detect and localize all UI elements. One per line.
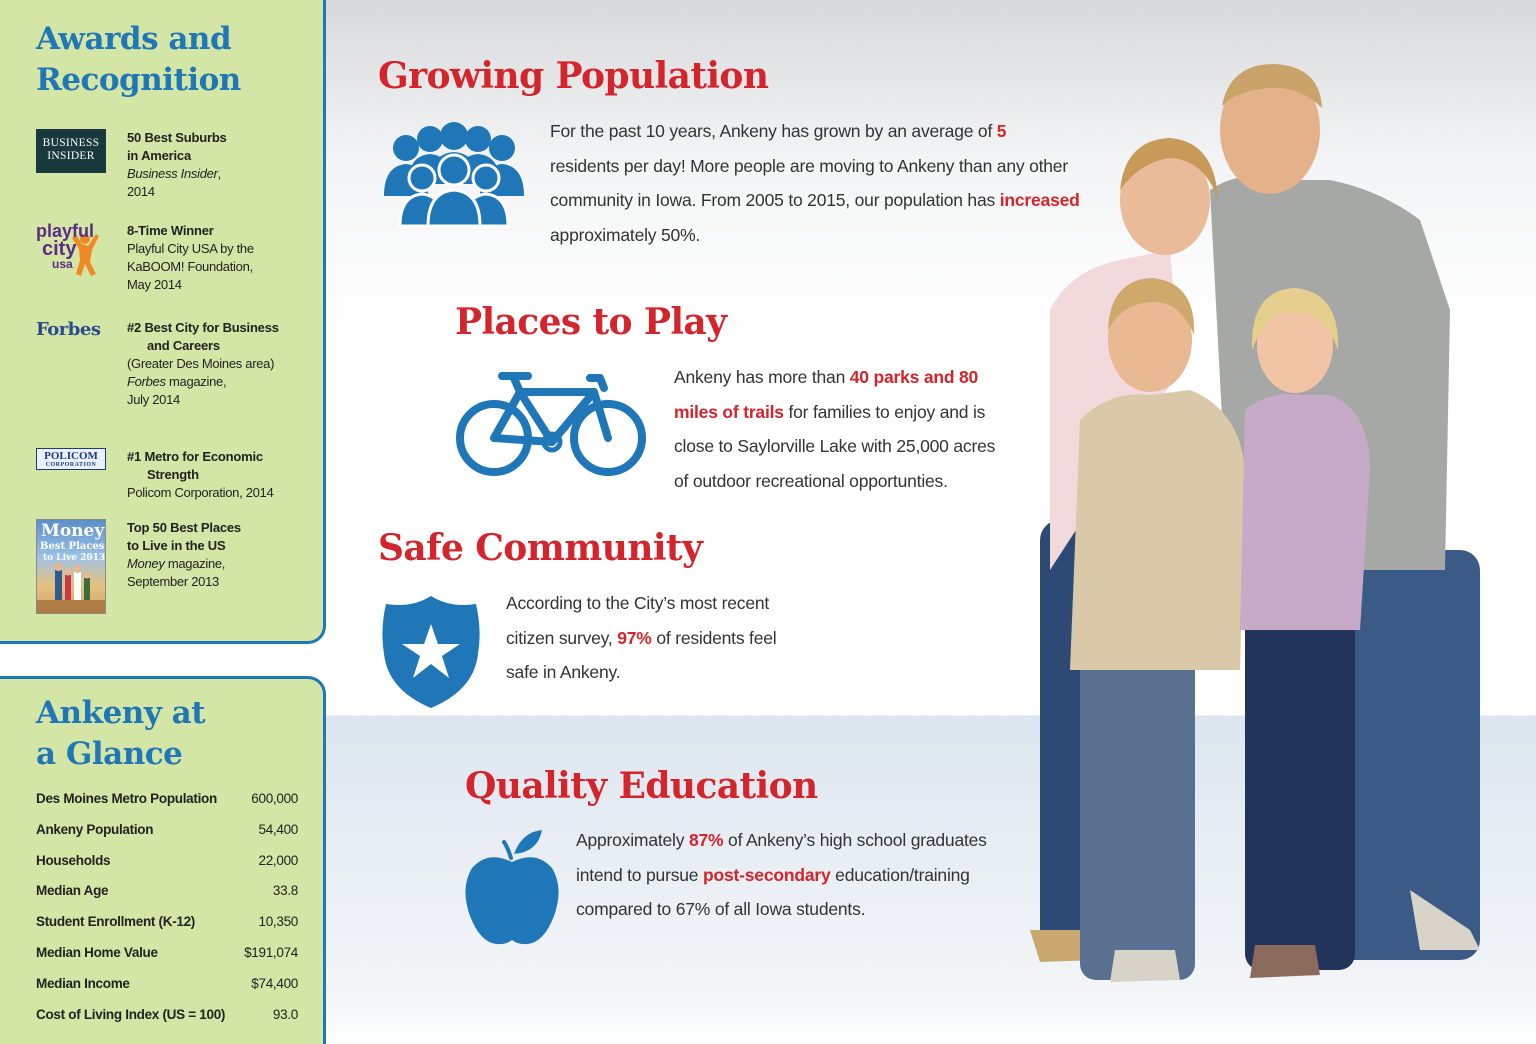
money-magazine-cover [36, 519, 106, 614]
safe-title: Safe Community [378, 527, 703, 569]
awards-panel [0, 0, 326, 644]
svg-text:playful: playful [36, 222, 95, 241]
policom-logo: POLICOM CORPORATION [36, 448, 106, 470]
apple-icon [464, 828, 560, 946]
award-text: #2 Best City for Business and Careers (Greater Des Moines area) Forbes magazine, July 2014 [127, 320, 279, 407]
award-text: #1 Metro for Economic Strength Policom Corporation, 2014 [127, 449, 274, 500]
award-text: 50 Best Suburbs in America Business Insider, 2014 [127, 130, 227, 199]
svg-text:Best Places: Best Places [40, 541, 105, 552]
table-row: Households 22,000 [36, 852, 298, 868]
bicycle-icon [454, 368, 650, 480]
police-badge-icon [378, 594, 484, 710]
family-photo [1030, 50, 1536, 1044]
education-text: Approximately 87% of Ankeny’s high school graduates intend to pursue post-secondary education/training compared to 67% of all Iowa students. [576, 830, 987, 919]
family-photo-icon [55, 563, 91, 600]
people-group-icon [378, 122, 530, 228]
award-text: Top 50 Best Places to Live in the US Money magazine, September 2013 [127, 520, 241, 589]
glance-panel [0, 676, 326, 1044]
play-title: Places to Play [455, 301, 727, 343]
table-row: Cost of Living Index (US = 100) 93.0 [36, 1006, 298, 1022]
business-insider-logo: BUSINESS INSIDER [36, 129, 106, 173]
play-text: Ankeny has more than 40 parks and 80 miles of trails for families to enjoy and is close to Saylorville Lake with 25,000 acres of outdoor recreational opportunties. [674, 367, 996, 491]
award-text: 8-Time Winner Playful City USA by the KaBOOM! Foundation, May 2014 [127, 223, 254, 292]
population-text: For the past 10 years, Ankeny has grown by an average of 5 residents per day! More people are moving to Ankeny than any other community in Iowa. From 2005 to 2015, our population has increased approximately 50%. [550, 121, 1080, 245]
education-title: Quality Education [465, 765, 818, 807]
playful-city-logo [36, 222, 108, 278]
table-row: Median Income $74,400 [36, 975, 298, 991]
table-row: Median Home Value $191,074 [36, 944, 298, 960]
safe-text: According to the City’s most recent citizen survey, 97% of residents feel safe in Ankeny. [506, 593, 777, 682]
svg-text:Money: Money [41, 521, 105, 541]
glance-table [36, 791, 298, 1037]
awards-title: Awards and Recognition [36, 21, 241, 98]
table-row: Des Moines Metro Population 600,000 [36, 791, 298, 806]
forbes-logo: Forbes [36, 319, 101, 340]
svg-text:city: city [42, 238, 77, 260]
svg-text:to Live 2013: to Live 2013 [43, 553, 106, 563]
population-title: Growing Population [378, 55, 769, 97]
table-row: Ankeny Population 54,400 [36, 821, 298, 837]
table-row: Median Age 33.8 [36, 883, 298, 899]
glance-title: Ankeny at a Glance [36, 695, 206, 772]
svg-text:usa: usa [52, 257, 73, 271]
table-row: Student Enrollment (K-12) 10,350 [36, 914, 298, 930]
